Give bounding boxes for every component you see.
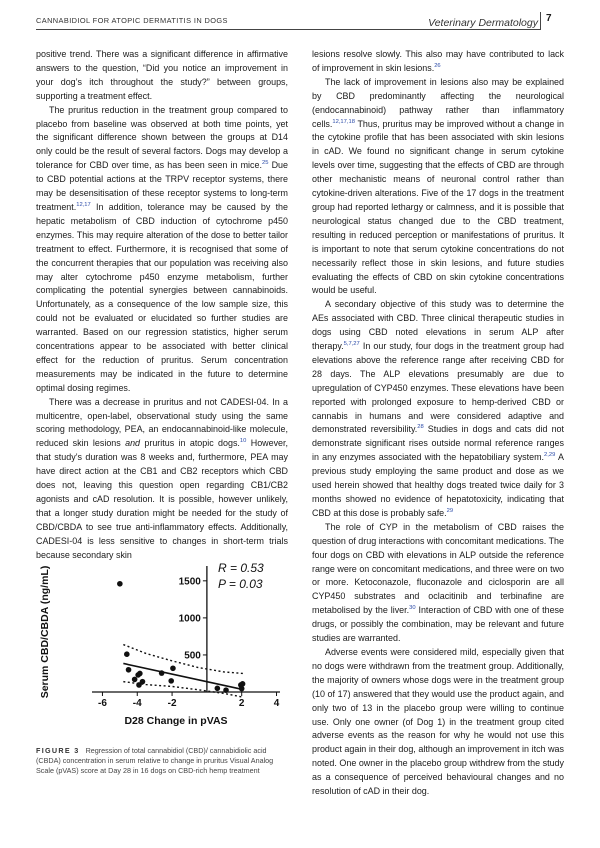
data-point bbox=[240, 681, 246, 687]
x-tick-label: -2 bbox=[167, 698, 177, 709]
text-run: Due to CBD potential actions at the TRPV receptor systems, there may be desensitisation of these receptor systems to long-term treatment. bbox=[36, 160, 288, 212]
x-tick-label: -6 bbox=[97, 698, 107, 709]
scatter-chart bbox=[36, 560, 288, 750]
data-point bbox=[117, 581, 123, 587]
text-run: The pruritus reduction in the treatment group compared to placebo from baseline was observed at both time points, yet the significant difference shown between the groups at D14 only could be the result of several factors. Dogs may develop a tolerance for CBD over time, as has been seen in mice. bbox=[36, 104, 288, 171]
x-axis-label: D28 Change in pVAS bbox=[124, 715, 228, 727]
text-run: A secondary objective of this study was to determine the AEs associated with CBD. Three clinical therapeutic studies in dogs using CBD noted elevations in serum ALP after therapy. bbox=[312, 299, 564, 352]
text-run: There was a decrease in pruritus and not CADESI-04. In a multicentre, open-label, observational study using the same scoring methodology, PEA, an endocannabinoid-like molecule, reduced skin lesions bbox=[36, 396, 288, 449]
text-run: In addition, tolerance may be caused by the hepatic metabolism of CBD induction of cytochrome p450 enzymes. This may require alteration of the dose to better tailor treatment to effect. Furthermore, it is recognised that some of the concurrent therapies that our population was receiving also may alter cytochrome p450 enzyme metabolism, further complicating the potential synergies between cannabinoids. Unfortunately, as a consequence of the low sample size, this could not be evaluated or elucidated so further studies are warranted. Based on our regression statistics, higher serum concentrations appear to be associated with better clinical effect for the reduction of pruritus. Serum concentration measurements may be indicated in the future to determine optimal dosing regimes. bbox=[36, 201, 288, 393]
figure-3 bbox=[36, 560, 288, 750]
figure-label: FIGURE 3 bbox=[36, 746, 80, 755]
data-point bbox=[223, 687, 229, 693]
x-tick-label: -4 bbox=[132, 698, 142, 709]
data-point bbox=[137, 671, 143, 677]
text-run: A previous study employing the same product and dose as we used herein showed that healthy dogs treated twice daily for 3 months showed no evidence of hepatotoxicity, indicating that CBD at this dose is probably safe. bbox=[312, 452, 564, 518]
paragraph: positive trend. There was a significant difference in affirmative answers to the question, “Did you notice an improvement in your dog’s itch throughout the study?” between groups, supporting a treatment effect. bbox=[36, 49, 288, 101]
paragraph: Adverse events were considered mild, especially given that no dogs were withdrawn from the treatment group. Additionally, the majority of owners whose dogs were in the treatment group (10 of 17) answered that they would use the product again, and only two of 13 in the placebo group were willing to continue use. Only one owner (of Dog 1) in the treatment group cited adverse events as the reason for why he would not use this product again in their dog, although an improvement in itch was noted. One owner in the placebo group withdrew from the study as a consequence of perceived behavioural changes and no resolution of cAD in their dog. bbox=[312, 646, 564, 797]
data-point bbox=[140, 679, 146, 685]
text-run: pruritus in atopic dogs. bbox=[140, 438, 240, 449]
citation-link[interactable]: 12,17,18 bbox=[332, 118, 355, 125]
paragraph bbox=[36, 104, 288, 396]
citation-link[interactable]: 5,7,27 bbox=[343, 341, 360, 348]
citation-link[interactable]: 25 bbox=[261, 160, 269, 167]
text-run: Studies in dogs and cats did not demonstrate significant rises outside normal reference ranges in any enzymes associated with the hepatobiliary system. bbox=[312, 424, 565, 463]
emphasis: and bbox=[125, 438, 141, 449]
header-rule bbox=[36, 29, 540, 30]
x-tick-label: 2 bbox=[238, 698, 245, 709]
data-point bbox=[215, 685, 221, 691]
r-annotation: R = 0.53 bbox=[218, 561, 264, 575]
left-column bbox=[36, 48, 288, 563]
data-point bbox=[132, 677, 138, 683]
paragraph bbox=[312, 521, 564, 646]
citation-link[interactable]: 28 bbox=[417, 424, 424, 431]
text-run: However, that study’s duration was 8 weeks and, furthermore, PEA may have direct action at the CB1 and CB2 receptors which CBD does not, leaving this question open regarding CB1/CB2 agonists and cAD resolution. It is possible, however unlikely, that a longer study duration might be needed for the study of CBD/CBDA to see true anti-inflammatory effects. Additionally, CADESI-04 is less sensitive to changes in short-term trials because secondary skin bbox=[36, 438, 288, 560]
caption-text: Regression of total cannabidiol (CBD)/ cannabidiolic acid (CBDA) concentration in serum relative to change in pruritus Visual Analog Scale (pVAS) score at Day 28 in 16 dogs on CBD-rich hemp treatment bbox=[36, 746, 274, 775]
p-annotation: P = 0.03 bbox=[218, 577, 263, 591]
data-point bbox=[159, 670, 165, 676]
right-column bbox=[312, 48, 564, 799]
text-run: The role of CYP in the metabolism of CBD raises the question of drug interactions with concomitant medications. The four dogs on CBD with elevations in ALP outside the reference range were on concomitant medications, and three were on two or more. Ketoconazole, fluconazole and ciclosporin are all CYP450 substrates and oclacitinib and terbinafine are metabolised by the liver. bbox=[312, 521, 564, 616]
x-tick-label: 4 bbox=[273, 698, 280, 709]
figure-caption bbox=[36, 746, 288, 776]
y-tick-label: 1500 bbox=[178, 576, 201, 588]
citation-link[interactable]: 30 bbox=[409, 605, 416, 612]
running-title: CANNABIDIOL FOR ATOPIC DERMATITIS IN DOGS bbox=[36, 16, 228, 25]
paragraph bbox=[312, 48, 564, 76]
citation-link[interactable]: 12,17 bbox=[76, 201, 91, 208]
text-run: In our study, four dogs in the treatment group had elevations above the reference range after receiving CBD for 28 days. The ALP elevations presumably are due to upregulation of CYP450 enzymes. These elevations have been reported with prolonged exposure to hemp-derived CBD or cannabis in humans and were considered adaptive and demonstrated reversibility. bbox=[312, 341, 564, 435]
journal-name: Veterinary Dermatology bbox=[428, 17, 538, 29]
text-run: Thus, pruritus may be improved without a change in the cytokine profile that has been associated with skin lesions in cAD. We found no significant change in serum cytokine levels over time, suggesting that the effects of CBD are through other mechanistic means of neuronal control rather than cytokine-driven alterations. Five of the 17 dogs in the treatment group had reported lethargy or calmness, and it is possible that neurological status changed due to the CBD treatment, resulting in reduced perception or manifestations of pruritus. It is important to note that serum cytokine concentrations do not necessarily reflect those in skin lesions, and future studies evaluating the effects of CBD on skin cytokine concentrations would be useful. bbox=[312, 118, 564, 296]
data-point bbox=[126, 667, 132, 673]
data-point bbox=[124, 651, 130, 657]
citation-link[interactable]: 29 bbox=[446, 507, 454, 514]
paragraph bbox=[312, 298, 564, 521]
data-point bbox=[168, 678, 174, 684]
y-tick-label: 500 bbox=[184, 650, 201, 662]
citation-link[interactable]: 10 bbox=[239, 438, 247, 445]
text-run: lesions resolve slowly. This also may have contributed to lack of improvement in skin lesions. bbox=[312, 49, 564, 73]
citation-link[interactable]: 26 bbox=[434, 62, 441, 69]
paragraph bbox=[312, 76, 564, 299]
data-point bbox=[170, 665, 176, 671]
page-number: 7 bbox=[546, 13, 552, 24]
text-run: The lack of improvement in lesions also may be explained by CBD predominantly affecting the neurological (endocannabinoid) pathway rather than inflammatory cells. bbox=[312, 76, 564, 129]
header-divider bbox=[540, 12, 541, 30]
data-point bbox=[239, 686, 245, 692]
y-axis-label: Serum CBD/CBDA (ng/mL) bbox=[39, 565, 51, 699]
text-run: Interaction of CBD with one of these drugs, or possibly the combination, may be relevant and future studies are warranted. bbox=[312, 605, 564, 644]
paragraph bbox=[36, 396, 288, 563]
y-tick-label: 1000 bbox=[178, 613, 201, 625]
citation-link[interactable]: 2,29 bbox=[544, 452, 556, 459]
